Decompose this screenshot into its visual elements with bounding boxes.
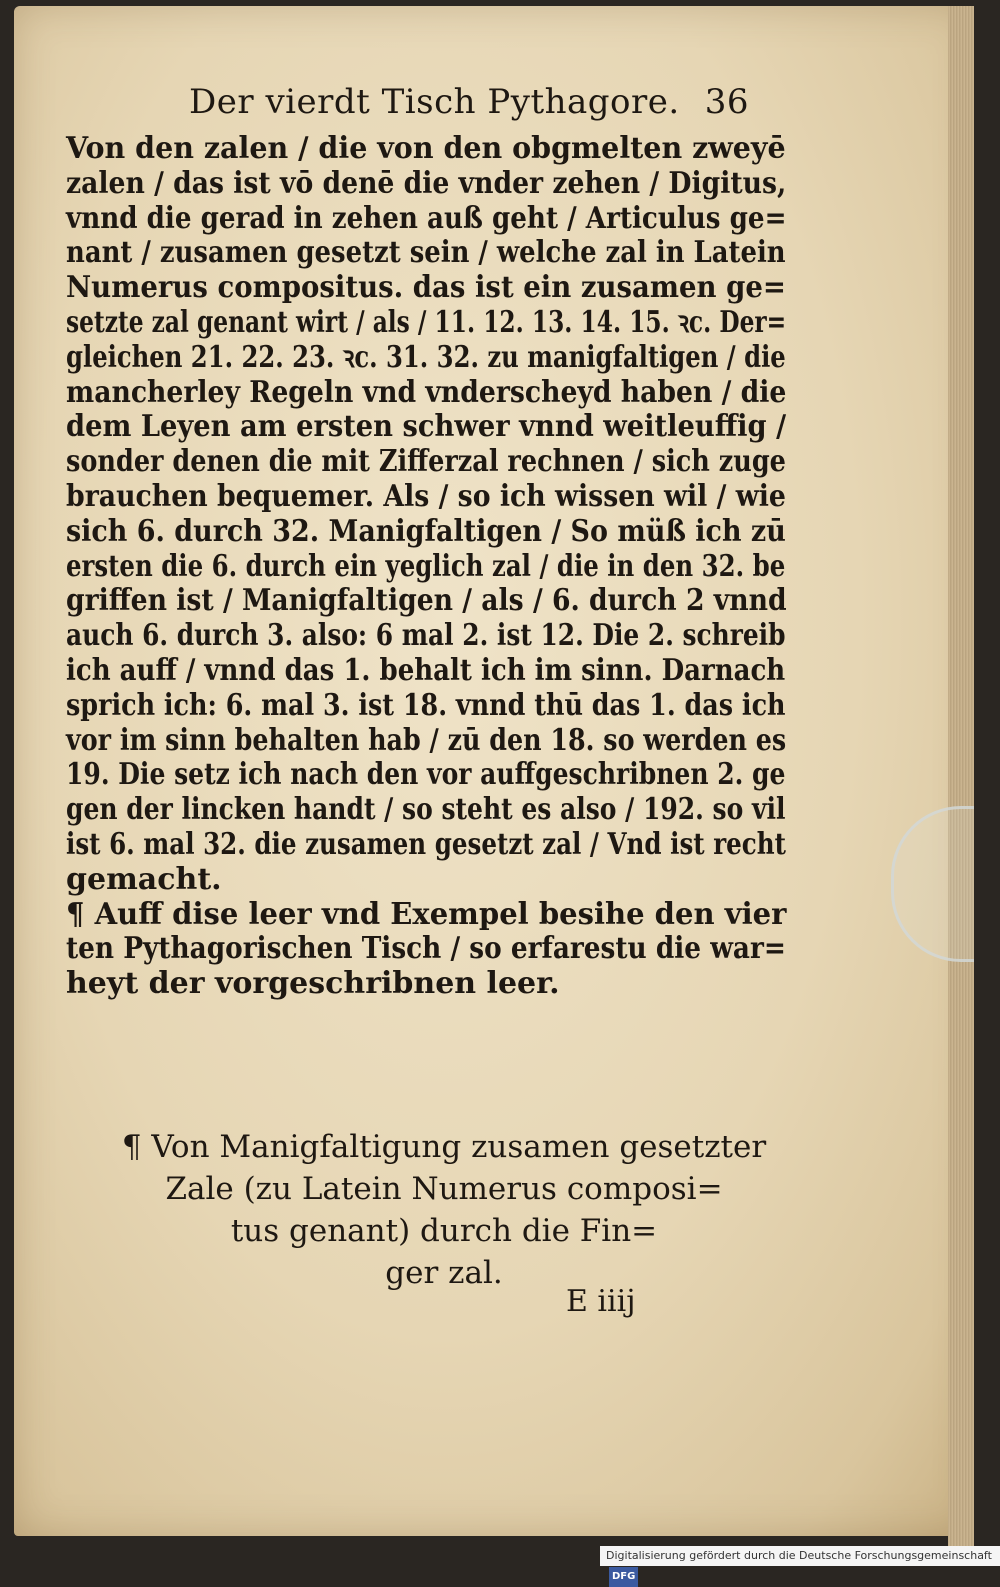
text-line: auch 6. durch 3. also: 6 mal 2. ist 12. Die 2. schreib (66, 618, 786, 654)
dfg-logo: DFG (609, 1567, 638, 1587)
heading-line: tus genant) durch die Fin= (230, 1213, 658, 1249)
footer-credit (600, 1546, 1000, 1582)
text-line: sprich ich: 6. mal 3. ist 18. vnnd thū das 1. das ich (66, 687, 786, 723)
text-line: nant / zusamen gesetzt sein / welche zal in Latein (66, 235, 786, 271)
text-line: Numerus compositus. das ist ein zusamen ge= (66, 270, 786, 306)
text-line: gleichen 21. 22. 23. ꝛc. 31. 32. zu manigfaltigen / die (66, 339, 786, 375)
text-line: sonder denen die mit Zifferzal rechnen / sich zuge (66, 444, 786, 480)
text-line: ich auff / vnnd das 1. behalt ich im sinn. Darnach (66, 652, 786, 688)
paper-clip (891, 806, 974, 962)
footer-text: Digitalisierung gefördert durch die Deutsche Forschungsgemeinschaft (606, 1549, 992, 1562)
text-line: Von den zalen / die von den obgmelten zweyē (66, 131, 786, 166)
signature-mark: E iiij (566, 1284, 636, 1319)
running-header (189, 82, 749, 128)
book-page (14, 6, 974, 1536)
text-line: vnnd die gerad in zehen auß geht / Articulus ge= (66, 200, 787, 236)
text-line: brauchen bequemer. Als / so ich wissen wil / wie (66, 478, 786, 514)
text-line: heyt der vorgeschribnen leer. (66, 966, 560, 1002)
text-line: ersten die 6. durch ein yeglich zal / die in den 32. be (66, 548, 786, 584)
body-text (66, 132, 786, 1002)
text-line: ist 6. mal 32. die zusamen gesetzt zal / Vnd ist recht (66, 826, 786, 862)
text-line: gemacht. (66, 861, 222, 897)
heading-line: ger zal. (385, 1255, 503, 1291)
text-line: vor im sinn behalten hab / zū den 18. so werden es (66, 722, 787, 758)
text-line: setzte zal genant wirt / als / 11. 12. 13. 14. 15. ꝛc. Der= (66, 304, 787, 340)
text-line: dem Leyen am ersten schwer vnnd weitleuffig / (66, 409, 787, 445)
heading-line: ¶ Von Manigfaltigung zusamen gesetzter (121, 1129, 767, 1165)
text-line: griffen ist / Manigfaltigen / als / 6. durch 2 vnnd (66, 583, 787, 619)
heading-line: Zale (zu Latein Numerus composi= (165, 1171, 723, 1207)
page-edges (948, 6, 974, 1551)
text-line: zalen / das ist vō denē die vnder zehen / Digitus, (66, 165, 787, 201)
text-line: gen der lincken handt / so steht es also / 192. so vil (66, 792, 786, 828)
text-line: sich 6. durch 32. Manigfaltigen / So müß ich zū (66, 513, 786, 549)
text-line: 19. Die setz ich nach den vor auffgeschribnen 2. ge (66, 757, 786, 793)
page-number: 36 (704, 82, 749, 122)
text-line: ¶ Auff dise leer vnd Exempel besihe den vier (66, 896, 787, 932)
section-heading (94, 1126, 794, 1294)
header-title: Der vierdt Tisch Pythagore. (189, 82, 680, 122)
text-line: mancherley Regeln vnd vnderscheyd haben / die (66, 374, 787, 410)
text-line: ten Pythagorischen Tisch / so erfarestu die war= (66, 931, 786, 967)
